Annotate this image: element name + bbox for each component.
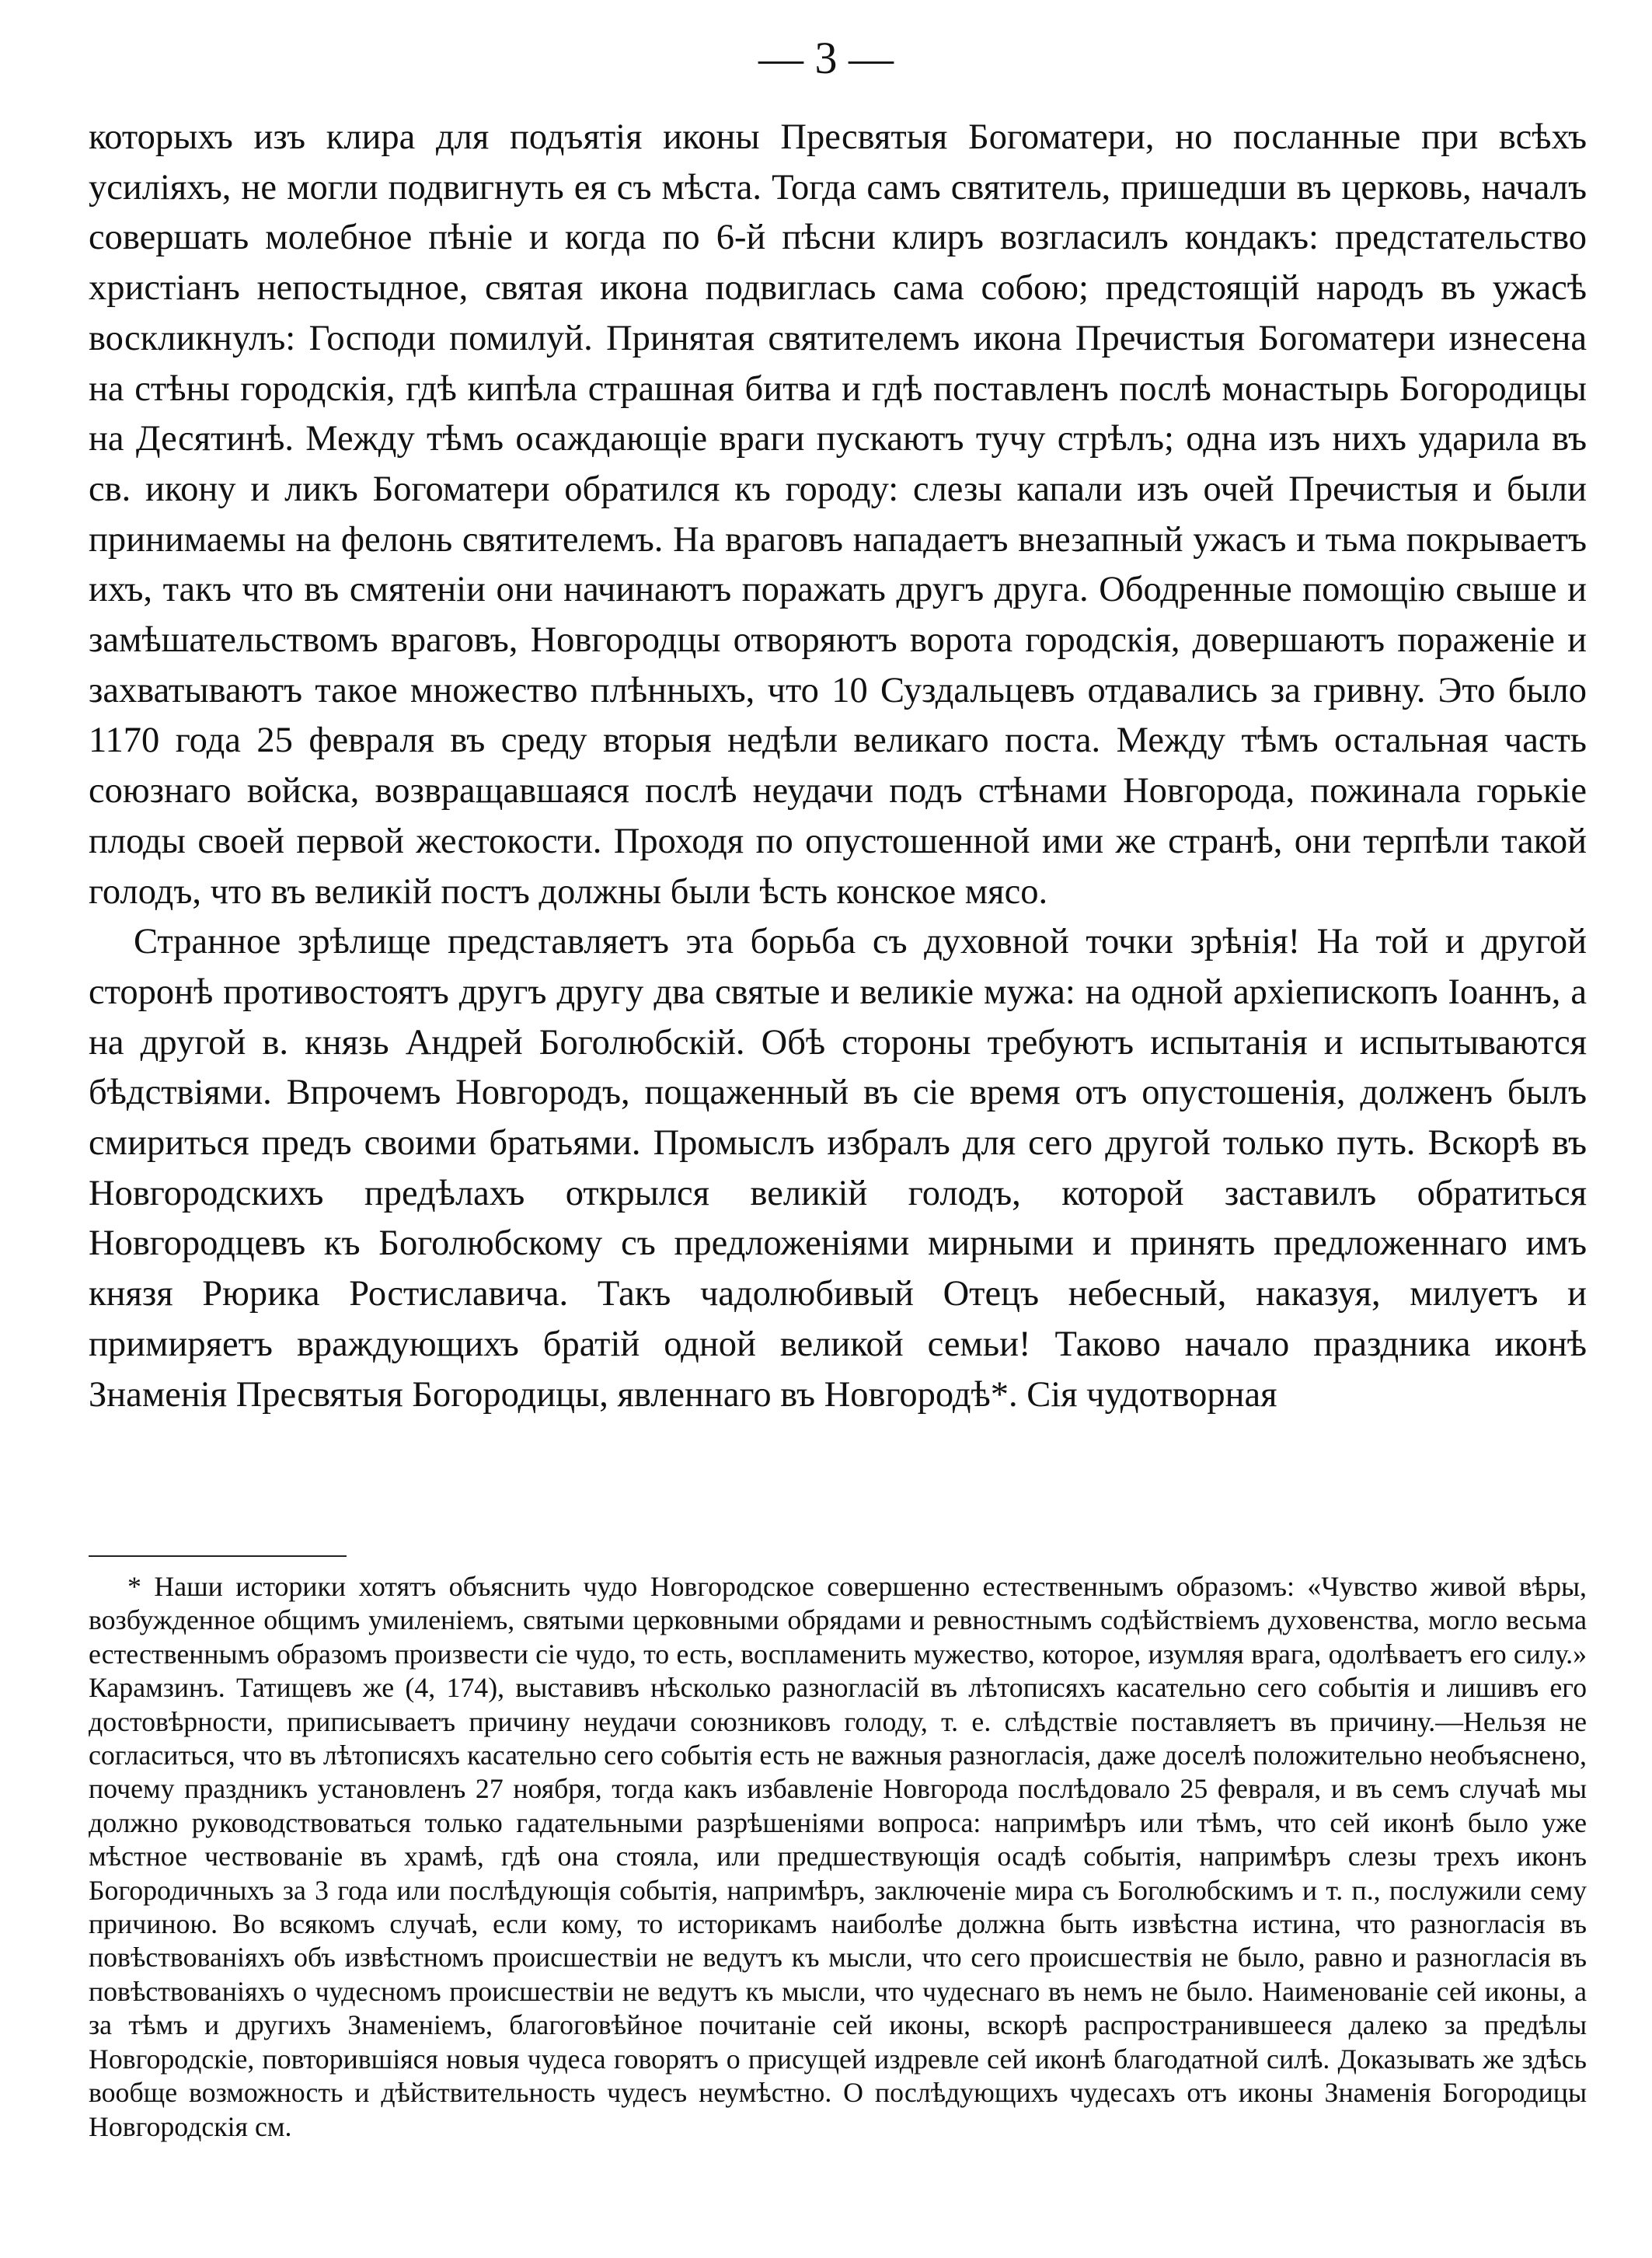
footnote-divider [89, 1555, 347, 1557]
paragraph-2: Странное зрѣлище представляетъ эта борьба съ духовной точки зрѣнія! На той и другой сторонѣ противостоятъ другъ другу два святые и великіе мужа: на одной архіепископъ Іоаннъ, а на другой в. князь Андрей Боголюбскій. Обѣ стороны требуютъ испытанія и испытываются бѣдствіями. Впрочемъ Новгородъ, пощаженный въ сіе время отъ опустошенія, долженъ былъ смириться предъ своими братьями. Промыслъ избралъ для сего другой только путь. Вскорѣ въ Новгородскихъ предѣлахъ открылся великій голодъ, которой заставилъ обратиться Новгородцевъ къ Боголюбскому съ предложеніями мирными и принять предложеннаго имъ князя Рюрика Ростиславича. Такъ чадолюбивый Отецъ небесный, наказуя, милуетъ и примиряетъ враждующихъ братій одной великой семьи! Таково начало праздника иконѣ Знаменія Пресвятыя Богородицы, явленнаго въ Новгородѣ*. Сія чудотворная [89, 922, 1587, 1415]
main-text [89, 113, 1587, 1420]
paragraph-1: которыхъ изъ клира для подъятія иконы Пресвятыя Богоматери, но посланные при всѣхъ усиліяхъ, не могли подвигнуть ея съ мѣста. Тогда самъ святитель, пришедши въ церковь, началъ совершать молебное пѣніе и когда по 6-й пѣсни клиръ возгласилъ кондакъ: предстательство христіанъ непостыдное, святая икона подвиглась сама собою; предстоящій народъ въ ужасѣ воскликнулъ: Господи помилуй. Принятая святителемъ икона Пречистыя Богоматери изнесена на стѣны городскія, гдѣ кипѣла страшная битва и гдѣ поставленъ послѣ монастырь Богородицы на Десятинѣ. Между тѣмъ осаждающіе враги пускаютъ тучу стрѣлъ; одна изъ нихъ ударила въ св. икону и ликъ Богоматери обратился къ городу: слезы капали изъ очей Пречистыя и были принимаемы на фелонь святителемъ. На враговъ нападаетъ внезапный ужасъ и тьма покрываетъ ихъ, такъ что въ смятеніи они начинаютъ поражать другъ друга. Ободренные помощію свыше и замѣшательствомъ враговъ, Новгородцы отворяютъ ворота городскія, довершаютъ пораженіе и захватываютъ такое множество плѣнныхъ, что 10 Суздальцевъ отдавались за гривну. Это было 1170 года 25 февраля въ среду вторыя недѣли великаго поста. Между тѣмъ остальная часть союзнаго войска, возвращавшаяся послѣ неудачи подъ стѣнами Новгорода, пожинала горькіе плоды своей первой жестокости. Проходя по опустошенной ими же странѣ, они терпѣли такой голодъ, что въ великій постъ должны были ѣсть конское мясо. [89, 117, 1587, 912]
page-number: — 3 — [758, 33, 894, 83]
footnote: * Наши историки хотятъ объяснить чудо Новгородское совершенно естественнымъ образомъ: «Чувство живой вѣры, возбужденное общимъ умиленіемъ, святыми церковными обрядами и ревностнымъ содѣйствіемъ духовенства, могло весьма естественнымъ образомъ произвести сіе чудо, то есть, воспламенить мужество, которое, изумляя врага, одолѣваетъ его силу.» Карамзинъ. Татищевъ же (4, 174), выставивъ нѣсколько разногласій въ лѣтописяхъ касательно сего событія и лишивъ его достовѣрности, приписываетъ причину неудачи союзниковъ голоду, т. е. слѣдствіе поставляетъ въ причину.—Нельзя не согласиться, что въ лѣтописяхъ касательно сего событія есть не важныя разногласія, даже доселѣ положительно необъяснено, почему праздникъ установленъ 27 ноября, тогда какъ избавленіе Новгорода послѣдовало 25 февраля, и въ семъ случаѣ мы должно руководствоваться только гадательными разрѣшеніями вопроса: напримѣръ или тѣмъ, что сей иконѣ было уже мѣстное чествованіе въ храмѣ, гдѣ она стояла, или предшествующія осадѣ событія, напримѣръ слезы трехъ иконъ Богородичныхъ за 3 года или послѣдующія событія, напримѣръ, заключеніе мира съ Боголюбскимъ и т. п., послужили сему причиною. Во всякомъ случаѣ, если кому, то историкамъ наиболѣе должна быть извѣстна истина, что разногласія въ повѣствованіяхъ объ извѣстномъ происшествіи не ведутъ къ мысли, что сего происшествія не было, равно и разногласія въ повѣствованіяхъ о чудесномъ происшествіи не ведутъ къ мысли, что чудеснаго въ немъ не было. Наименованіе сей иконы, а за тѣмъ и другихъ Знаменіемъ, благоговѣйное почитаніе сей иконы, вскорѣ распространившееся далеко за предѣлы Новгородскіе, повторившіяся новыя чудеса говорятъ о присущей издревле сей иконѣ благодатной силѣ. Доказывать же здѣсь вообще возможность и дѣйствительность чудесъ неумѣстно. О послѣдующихъ чудесахъ отъ иконы Знаменія Богородицы Новгородскія см. [89, 1571, 1587, 2142]
